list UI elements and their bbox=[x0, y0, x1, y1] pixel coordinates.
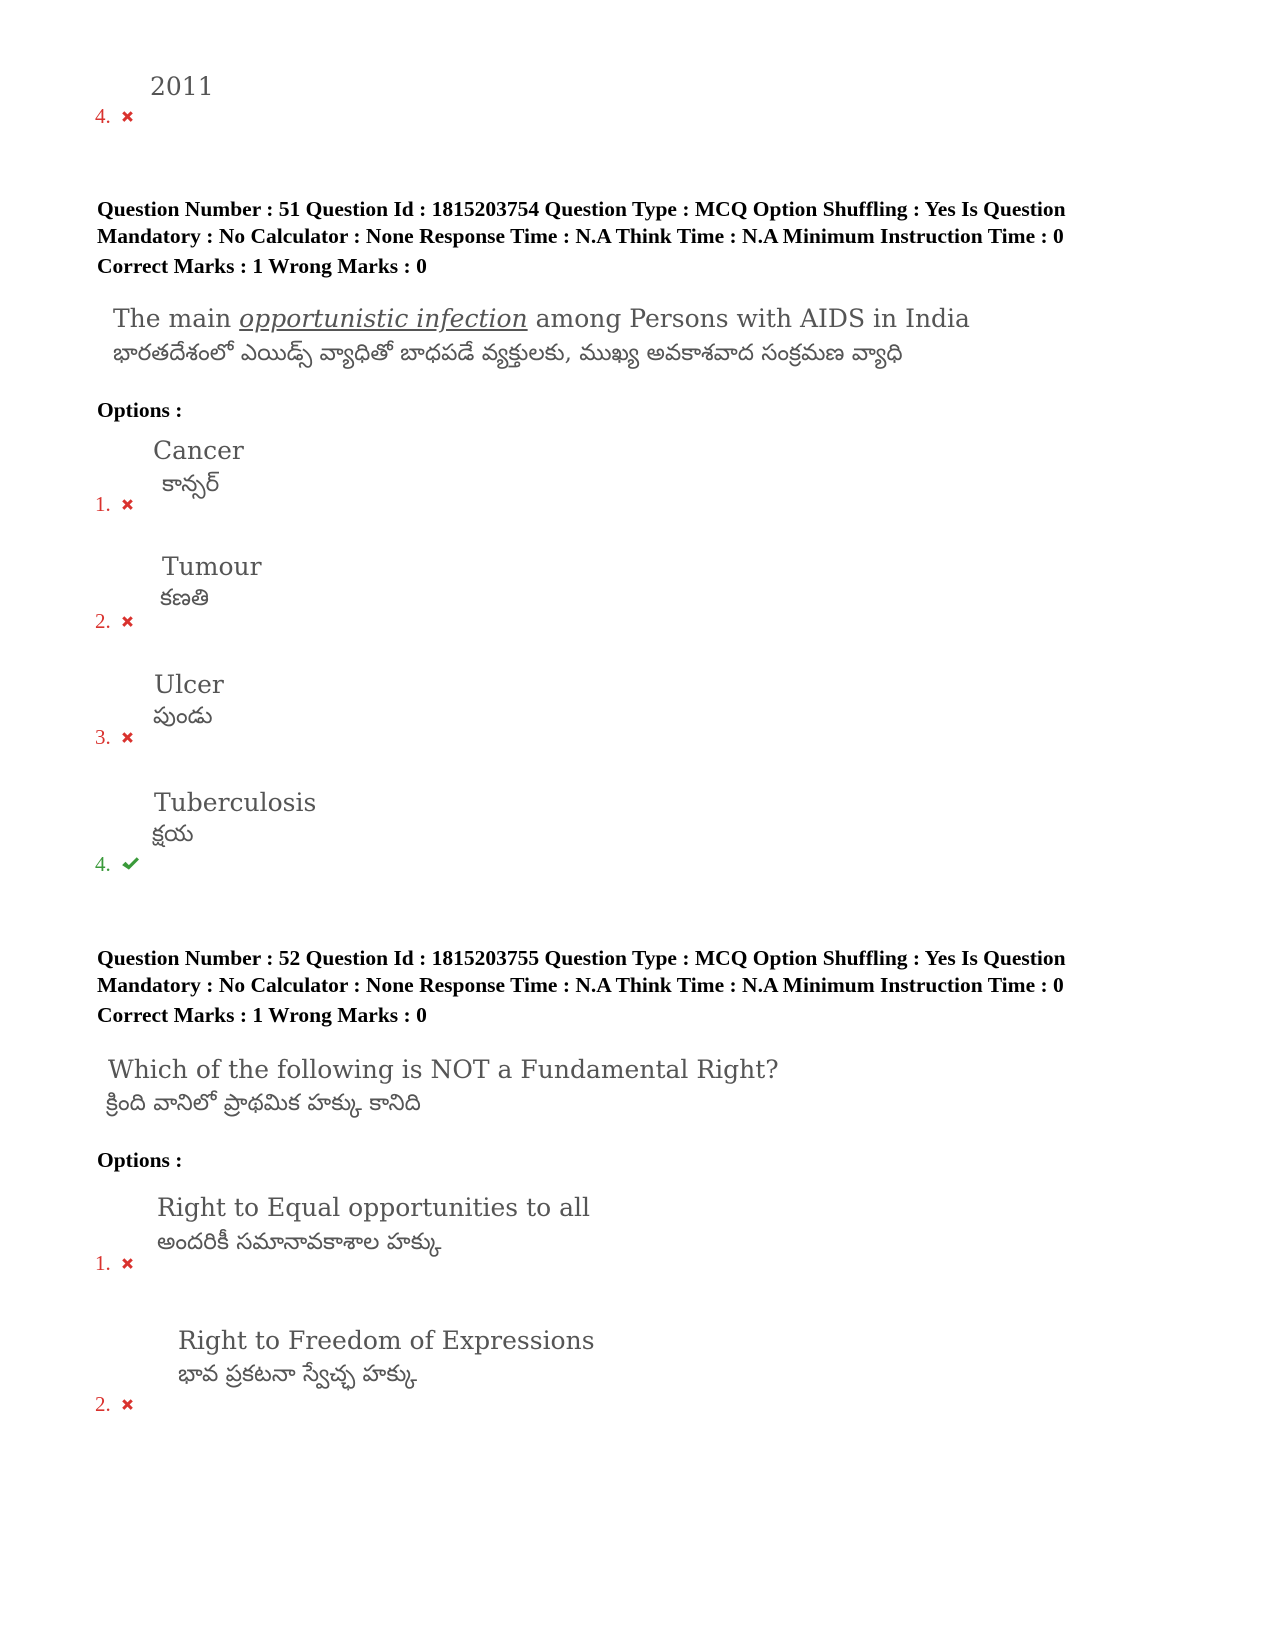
q51-header bbox=[97, 196, 1197, 250]
cross-icon bbox=[119, 613, 136, 630]
q52-option-1-english: Right to Equal opportunities to all bbox=[157, 1193, 591, 1222]
prev-option-4-number bbox=[95, 104, 136, 128]
option-number: 2. bbox=[95, 609, 111, 633]
option-number: 4. bbox=[95, 104, 111, 128]
q52-header bbox=[97, 945, 1197, 999]
q51-question-part2: among Persons with AIDS in India bbox=[527, 304, 970, 333]
q51-option-4-english: Tuberculosis bbox=[154, 788, 317, 817]
q52-options-label: Options : bbox=[97, 1148, 183, 1172]
q52-option-1-number bbox=[95, 1251, 136, 1275]
q51-option-2-telugu: కణతి bbox=[160, 585, 209, 611]
q52-option-2-english: Right to Freedom of Expressions bbox=[178, 1326, 595, 1355]
option-number: 1. bbox=[95, 492, 111, 516]
q51-option-3-english: Ulcer bbox=[154, 670, 224, 699]
q51-question-english bbox=[113, 302, 970, 336]
cross-icon bbox=[119, 1396, 136, 1413]
q51-option-3-number bbox=[95, 725, 136, 749]
option-number: 2. bbox=[95, 1392, 111, 1416]
option-number: 1. bbox=[95, 1251, 111, 1275]
q51-options-label: Options : bbox=[97, 398, 183, 422]
cross-icon bbox=[119, 1255, 136, 1272]
q52-header-line1: Question Number : 52 Question Id : 1815203755 Question Type : MCQ Option Shuffling : Yes Is Question bbox=[97, 946, 1066, 970]
q52-option-2-number bbox=[95, 1392, 136, 1416]
check-icon bbox=[119, 855, 141, 873]
cross-icon bbox=[119, 729, 136, 746]
q51-question-telugu: భారతదేశంలో ఎయిడ్స్ వ్యాధితో బాధపడే వ్యక్తులకు, ముఖ్య అవకాశవాద సంక్రమణ వ్యాధి bbox=[113, 340, 903, 366]
q51-option-2-number bbox=[95, 609, 136, 633]
cross-icon bbox=[119, 108, 136, 125]
q51-option-1-telugu: కాన్సర్ bbox=[162, 471, 220, 497]
q51-header-line2: Mandatory : No Calculator : None Response Time : N.A Think Time : N.A Minimum Instruction Time : 0 bbox=[97, 224, 1064, 248]
q51-option-4-telugu: క్షయ bbox=[152, 821, 194, 847]
cross-icon bbox=[119, 496, 136, 513]
q52-option-2-telugu: భావ ప్రకటనా స్వేచ్ఛ హక్కు bbox=[178, 1361, 418, 1387]
q51-question-underlined: opportunistic infection bbox=[239, 304, 528, 333]
prev-option-4-text: 2011 bbox=[150, 72, 214, 101]
q51-option-1-english: Cancer bbox=[153, 436, 244, 465]
q51-option-2-english: Tumour bbox=[162, 552, 262, 581]
q51-option-3-telugu: పుండు bbox=[153, 703, 213, 729]
q51-marks: Correct Marks : 1 Wrong Marks : 0 bbox=[97, 254, 427, 278]
option-number: 3. bbox=[95, 725, 111, 749]
q52-header-line2: Mandatory : No Calculator : None Response Time : N.A Think Time : N.A Minimum Instruction Time : 0 bbox=[97, 973, 1064, 997]
q52-option-1-telugu: అందరికీ సమానావకాశాల హక్కు bbox=[157, 1229, 442, 1255]
q51-header-line1: Question Number : 51 Question Id : 1815203754 Question Type : MCQ Option Shuffling : Yes Is Question bbox=[97, 197, 1066, 221]
q51-option-1-number bbox=[95, 492, 136, 516]
q52-question-english: Which of the following is NOT a Fundamental Right? bbox=[108, 1055, 779, 1084]
q51-option-4-number bbox=[95, 852, 141, 876]
q52-question-telugu: క్రింది వానిలో ప్రాథమిక హక్కు కానిది bbox=[106, 1090, 421, 1116]
q51-question-part1: The main bbox=[113, 304, 240, 333]
q52-marks: Correct Marks : 1 Wrong Marks : 0 bbox=[97, 1003, 427, 1027]
option-number: 4. bbox=[95, 852, 111, 876]
